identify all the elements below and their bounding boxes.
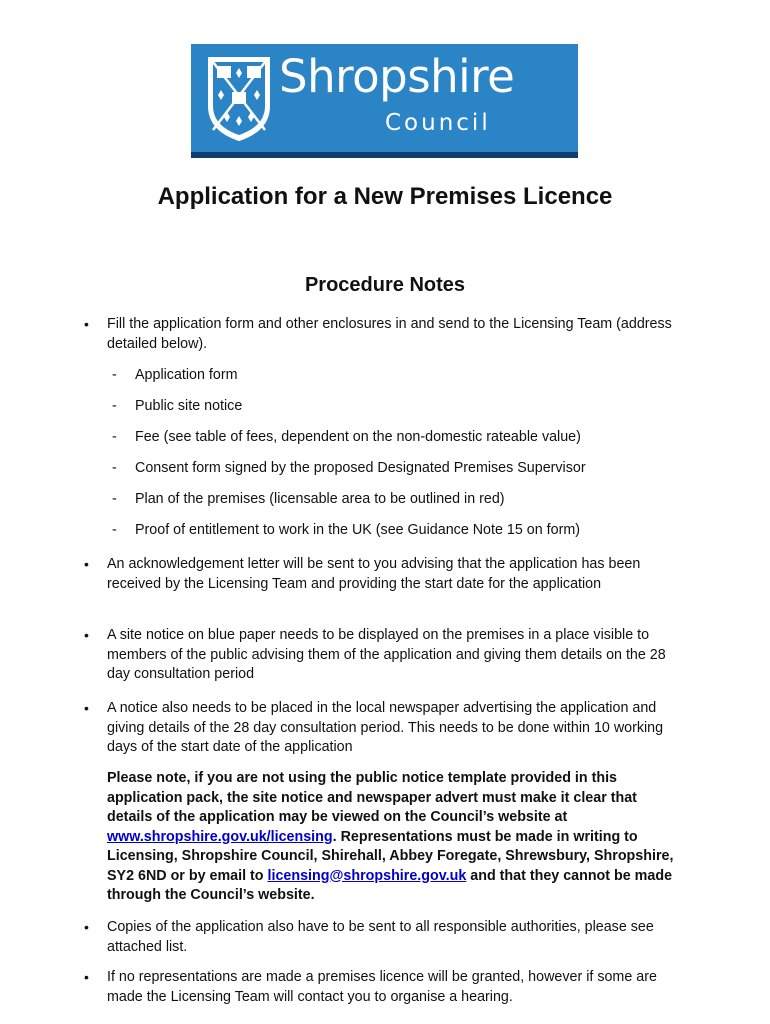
page-title: Application for a New Premises Licence	[157, 183, 613, 210]
enclosure-item: Consent form signed by the proposed Designated Premises Supervisor	[135, 460, 586, 476]
logo-underline	[191, 152, 578, 158]
logo-subtitle: Council	[385, 110, 491, 136]
dash-marker: -	[112, 491, 117, 507]
bullet-text: A notice also needs to be placed in the local newspaper advertising the application and giving details of the 28 day consultation period. This needs to be done within 10 working days of the start date of the application	[107, 700, 664, 755]
dash-marker: -	[112, 522, 117, 538]
enclosure-item: Fee (see table of fees, dependent on the non-domestic rateable value)	[135, 429, 581, 445]
bullet-marker: •	[84, 919, 89, 935]
licensing-website-link[interactable]: www.shropshire.gov.uk/licensing	[107, 828, 333, 845]
shropshire-council-logo	[191, 44, 578, 158]
dash-marker: -	[112, 429, 117, 445]
enclosure-item: Application form	[135, 367, 238, 383]
enclosure-item: Plan of the premises (licensable area to be outlined in red)	[135, 491, 505, 507]
note-text: Please note, if you are not using the public notice template provided in this application pack, the site notice and newspaper advert must make it clear that details of the application may be viewed on the Council’s website at	[107, 770, 637, 825]
licensing-email-link[interactable]: licensing@shropshire.gov.uk	[267, 867, 467, 884]
bullet-marker: •	[84, 556, 89, 572]
enclosure-item: Proof of entitlement to work in the UK (see Guidance Note 15 on form)	[135, 522, 581, 538]
logo-name: Shropshire	[279, 50, 515, 103]
note-text: and that they cannot be made through the Council’s website.	[107, 867, 673, 903]
bullet-text: Fill the application form and other enclosures in and send to the Licensing Team (address detailed below).	[107, 316, 672, 352]
bullet-text: If no representations are made a premises licence will be granted, however if some are made the Licensing Team will contact you to organise a hearing.	[107, 969, 657, 1005]
bullet-marker: •	[84, 316, 89, 332]
bullet-marker: •	[84, 700, 89, 716]
dash-marker: -	[112, 398, 117, 414]
page-subtitle: Procedure Notes	[304, 274, 466, 296]
note-text: . Representations must be made in writing to Licensing, Shropshire Council, Shirehall, Abbey Foregate, Shrewsbury, Shropshire, SY2 6ND or by email to	[107, 828, 674, 884]
bullet-marker: •	[84, 627, 89, 643]
bullet-text: Copies of the application also have to be sent to all responsible authorities, please see attached list.	[107, 919, 654, 955]
dash-marker: -	[112, 367, 117, 383]
dash-marker: -	[112, 460, 117, 476]
council-crest-icon	[207, 56, 271, 142]
bullet-text: A site notice on blue paper needs to be displayed on the premises in a place visible to members of the public advising them of the application and giving them details on the 28 day consultation period	[107, 627, 666, 682]
important-note	[107, 769, 682, 906]
enclosure-item: Public site notice	[135, 398, 243, 414]
bullet-text: An acknowledgement letter will be sent to you advising that the application has been received by the Licensing Team and providing the start date for the application	[107, 556, 641, 592]
bullet-marker: •	[84, 969, 89, 985]
